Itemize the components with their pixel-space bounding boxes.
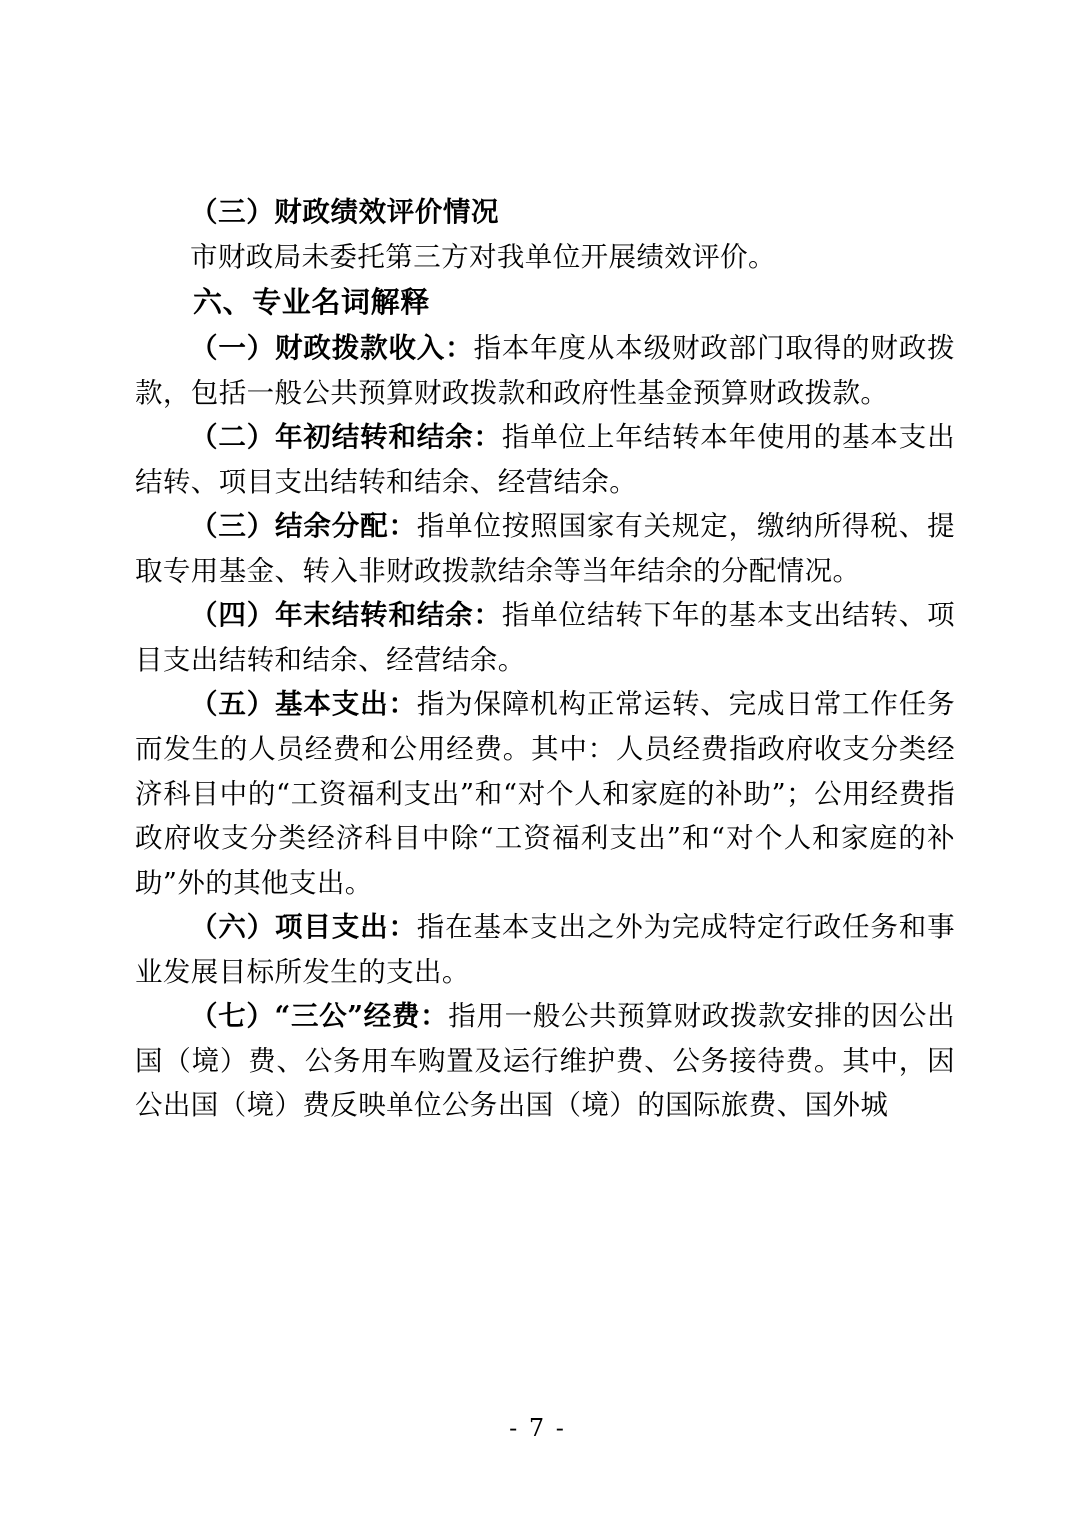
term-label: （三）结余分配： (190, 510, 417, 543)
term-label: （五）基本支出： (190, 688, 417, 721)
term-definition: 指单位上年结转本年使用的基本支出结转、项目支出结转和结余、经营结余。 (135, 421, 955, 498)
term-item-year-end-carryover (135, 593, 955, 682)
term-label: （六）项目支出： (190, 911, 417, 944)
term-label: （二）年初结转和结余： (190, 421, 502, 454)
term-item-fiscal-appropriation-income (135, 326, 955, 415)
term-item-basic-expenditure (135, 682, 955, 905)
term-label: （四）年末结转和结余： (190, 599, 502, 632)
term-label: （七）“三公”经费： (190, 1000, 449, 1033)
term-item-three-public-expenses (135, 994, 955, 1128)
document-body (135, 190, 955, 1128)
term-definition: 指本年度从本级财政部门取得的财政拨款，包括一般公共预算财政拨款和政府性基金预算财政拨款。 (135, 332, 955, 409)
term-label: （一）财政拨款收入： (190, 332, 474, 365)
heading-six-terminology: 六、专业名词解释 (193, 285, 430, 320)
paragraph-performance-evaluation: 市财政局未委托第三方对我单位开展绩效评价。 (190, 240, 776, 273)
term-definition: 指为保障机构正常运转、完成日常工作任务而发生的人员经费和公用经费。其中：人员经费指政府收支分类经济科目中的“工资福利支出”和“对个人和家庭的补助”；公用经费指政府收支分类经济科目中除“工资福利支出”和“对个人和家庭的补助”外的其他支出。 (135, 688, 955, 899)
page-number: - 7 - (509, 1414, 566, 1442)
term-definition: 指单位结转下年的基本支出结转、项目支出结转和结余、经营结余。 (135, 599, 955, 676)
section-financial-performance-evaluation (135, 190, 955, 279)
term-item-beginning-carryover (135, 415, 955, 504)
term-item-project-expenditure (135, 905, 955, 994)
term-definition: 指在基本支出之外为完成特定行政任务和事业发展目标所发生的支出。 (135, 911, 955, 988)
term-item-surplus-distribution (135, 504, 955, 593)
term-definition: 指单位按照国家有关规定，缴纳所得税、提取专用基金、转入非财政拨款结余等当年结余的分配情况。 (135, 510, 955, 587)
section-terminology (135, 279, 955, 1128)
heading-three-performance-evaluation: （三）财政绩效评价情况 (190, 196, 500, 228)
term-definition: 指用一般公共预算财政拨款安排的因公出国（境）费、公务用车购置及运行维护费、公务接待费。其中，因公出国（境）费反映单位公务出国（境）的国际旅费、国外城 (135, 1000, 956, 1122)
